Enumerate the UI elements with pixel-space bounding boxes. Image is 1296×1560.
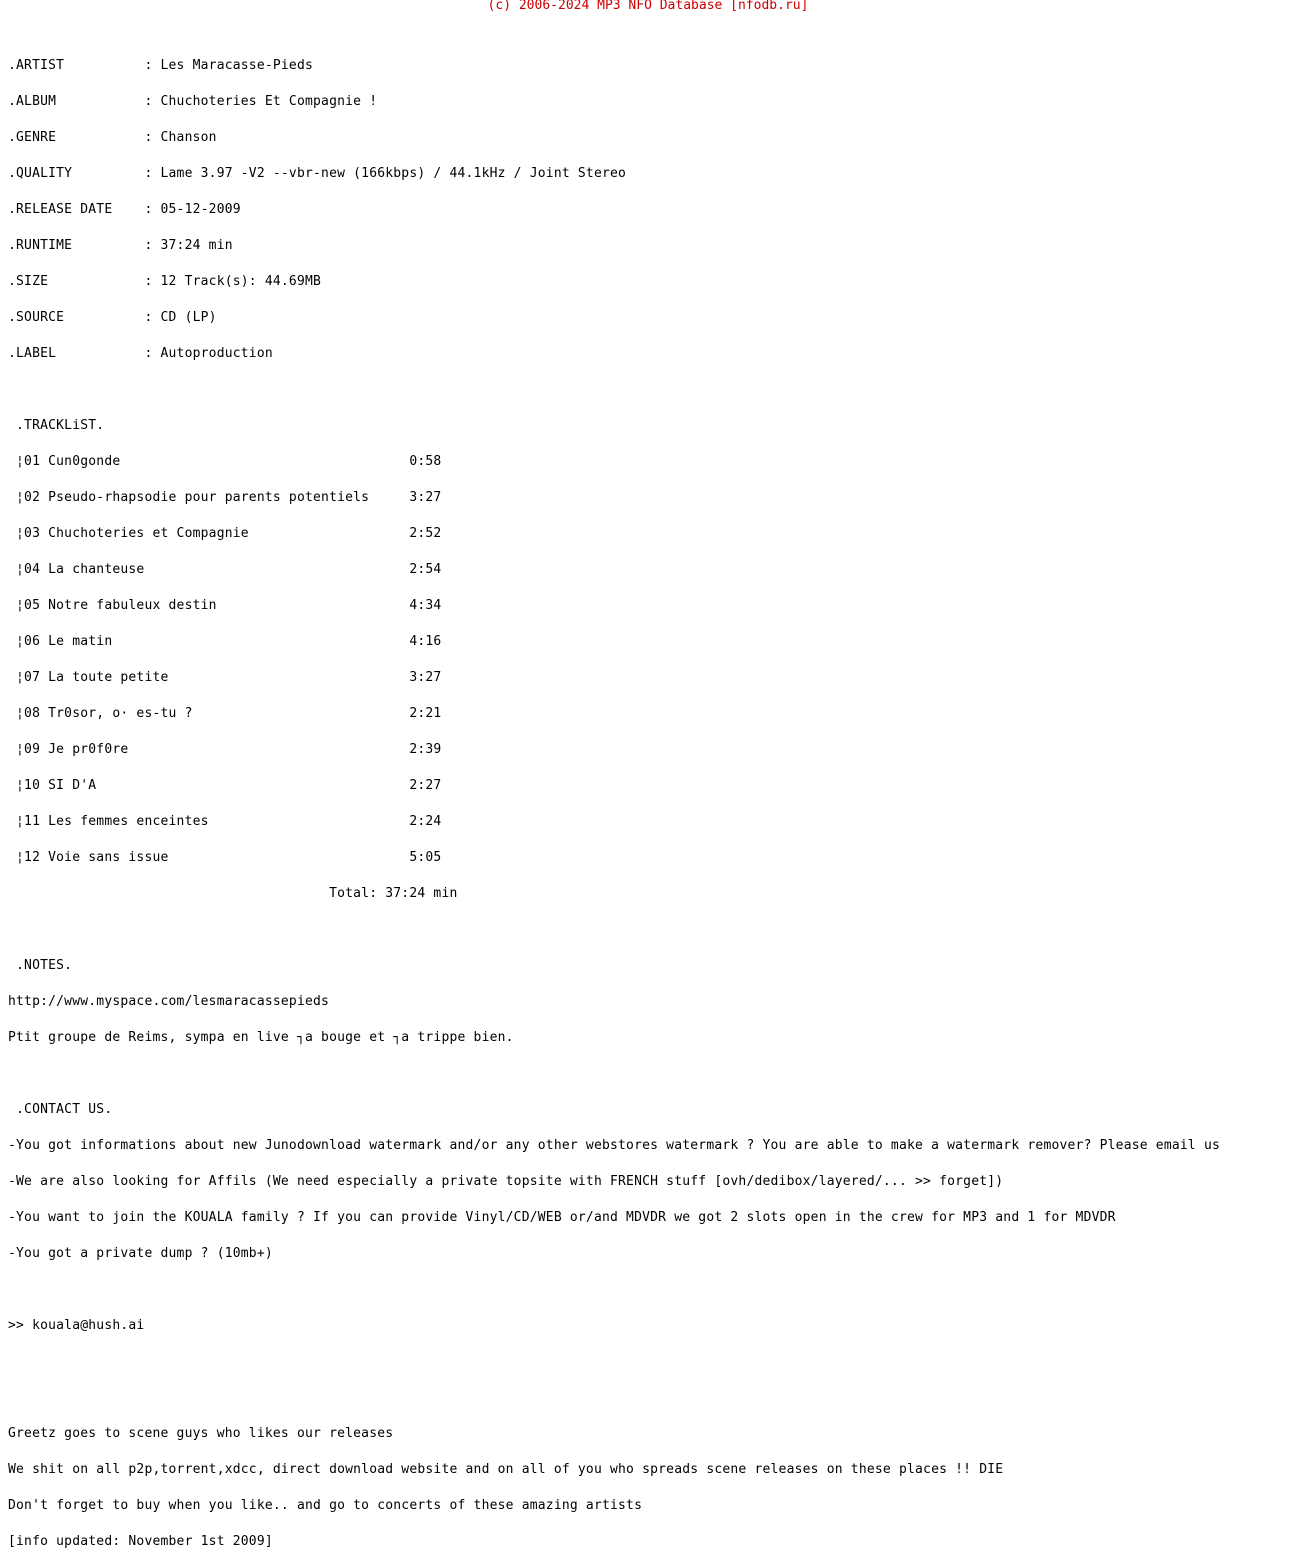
notes-title: .NOTES. [8,958,73,973]
track-item: ¦09 Je pr0f0re 2:39 [8,742,442,757]
blank-line [8,24,1220,36]
info-album: .ALBUM : Chuchoteries Et Compagnie ! [8,94,378,109]
info-release-date: .RELEASE DATE : 05-12-2009 [8,202,241,217]
blank-line [8,1284,1220,1296]
contact-line: -You got informations about new Junodownload watermark and/or any other webstores watermark ? You are able to make a watermark remover? Please email us [8,1138,1221,1153]
blank-line [8,924,1220,936]
track-item: ¦03 Chuchoteries et Compagnie 2:52 [8,526,442,541]
contact-line: -We are also looking for Affils (We need especially a private topsite with FRENCH stuff [ovh/dedibox/layered/... >> forget]) [8,1174,1004,1189]
track-item: ¦04 La chanteuse 2:54 [8,562,442,577]
contact-email: >> kouala@hush.ai [8,1318,145,1333]
info-size: .SIZE : 12 Track(s): 44.69MB [8,274,322,289]
blank-line [8,384,1220,396]
tracklist-title: .TRACKLiST. [8,418,105,433]
info-genre: .GENRE : Chanson [8,130,217,145]
notes-text: Ptit groupe de Reims, sympa en live ┐a bouge et ┐a trippe bien. [8,1030,514,1045]
info-runtime: .RUNTIME : 37:24 min [8,238,233,253]
nfo-document [8,0,1220,1560]
track-item: ¦11 Les femmes enceintes 2:24 [8,814,442,829]
track-item: ¦06 Le matin 4:16 [8,634,442,649]
contact-line: -You want to join the KOUALA family ? If you can provide Vinyl/CD/WEB or/and MDVDR we got 2 slots open in the crew for MP3 and 1 for MDVDR [8,1210,1116,1225]
notes-url: http://www.myspace.com/lesmaracassepieds [8,994,330,1009]
track-item: ¦05 Notre fabuleux destin 4:34 [8,598,442,613]
footer-support: Don't forget to buy when you like.. and go to concerts of these amazing artists [8,1498,643,1513]
track-item: ¦07 La toute petite 3:27 [8,670,442,685]
footer-greetz: Greetz goes to scene guys who likes our releases [8,1426,394,1441]
info-source: .SOURCE : CD (LP) [8,310,217,325]
contact-title: .CONTACT US. [8,1102,113,1117]
copyright-header: (c) 2006-2024 MP3 NFO Database [nfodb.ru] [487,0,809,13]
footer-updated: [info updated: November 1st 2009] [8,1534,273,1549]
info-label: .LABEL : Autoproduction [8,346,273,361]
track-item: ¦10 SI D'A 2:27 [8,778,442,793]
blank-line [8,1068,1220,1080]
track-item: ¦02 Pseudo-rhapsodie pour parents potentiels 3:27 [8,490,442,505]
contact-line: -You got a private dump ? (10mb+) [8,1246,273,1261]
track-item: ¦12 Voie sans issue 5:05 [8,850,442,865]
track-item: ¦01 Cun0gonde 0:58 [8,454,442,469]
tracklist-total: Total: 37:24 min [8,886,458,901]
footer-rant: We shit on all p2p,torrent,xdcc, direct download website and on all of you who spreads scene releases on these places !! DIE [8,1462,1004,1477]
info-quality: .QUALITY : Lame 3.97 -V2 --vbr-new (166kbps) / 44.1kHz / Joint Stereo [8,166,627,181]
info-artist: .ARTIST : Les Maracasse-Pieds [8,58,314,73]
blank-line [8,1392,1220,1404]
track-item: ¦08 Tr0sor, o· es-tu ? 2:21 [8,706,442,721]
blank-line [8,1356,1220,1368]
